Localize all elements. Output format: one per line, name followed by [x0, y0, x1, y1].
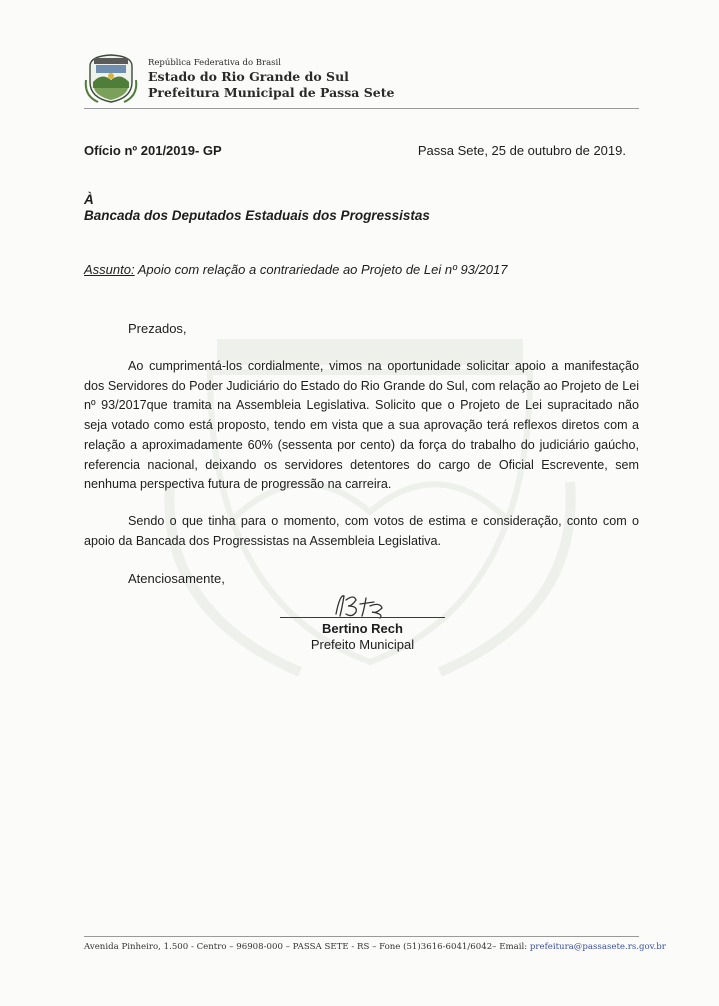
footer-divider	[84, 936, 639, 937]
subject-line	[84, 262, 507, 277]
letterhead-state: Estado do Rio Grande do Sul	[148, 69, 349, 84]
footer	[84, 942, 666, 952]
document-date: Passa Sete, 25 de outubro de 2019.	[417, 143, 626, 158]
header-divider	[84, 108, 639, 109]
letterhead-country: República Federativa do Brasil	[148, 58, 281, 68]
subject-label: Assunto:	[84, 262, 135, 277]
body-paragraph-1: Ao cumprimentá-los cordialmente, vimos na oportunidade solicitar apoio a manifestação dos Servidores do Poder Judiciário do Estado do Rio Grande do Sul, com relação ao Projeto de Lei nº 93/2017que tramita na Assembleia Legislativa. Solicito que o Projeto de Lei supracitado não seja votado como está proposto, tendo em vista que a sua aprovação terá reflexos diretos com a relação a aproximadamente 60% (sessenta por cento) da força do trabalho do judiciário gaúcho, referencia nacional, deixando os servidores detentores do cargo de Oficial Escrevente, sem nenhuma perspectiva futura de progressão na carreira.	[84, 359, 639, 492]
recipient-prefix: À	[84, 192, 94, 207]
body-paragraph-2: Sendo o que tinha para o momento, com votos de estima e consideração, conto com o apoio da Bancada dos Progressistas na Assembleia Legislativa.	[84, 514, 639, 548]
signature-line	[280, 617, 445, 618]
signatory-name: Bertino Rech	[322, 621, 403, 636]
subject-text: Apoio com relação a contrariedade ao Projeto de Lei nº 93/2017	[134, 262, 508, 277]
handwritten-signature-icon	[330, 590, 390, 620]
closing: Atenciosamente,	[128, 571, 225, 586]
signatory-role: Prefeito Municipal	[310, 637, 415, 652]
salutation: Prezados,	[128, 321, 187, 336]
recipient-name: Bancada dos Deputados Estaduais dos Progressistas	[84, 208, 430, 223]
letterhead	[148, 58, 394, 101]
letterhead-municipality: Prefeitura Municipal de Passa Sete	[148, 85, 395, 100]
municipal-crest-icon	[84, 52, 138, 104]
document-reference: Ofício nº 201/2019- GP	[84, 143, 222, 158]
footer-email: prefeitura@passasete.rs.gov.br	[529, 942, 666, 952]
footer-address: Avenida Pinheiro, 1.500 - Centro – 96908-000 – PASSA SETE - RS – Fone (51)3616-6041/6042– Email:	[84, 942, 530, 952]
